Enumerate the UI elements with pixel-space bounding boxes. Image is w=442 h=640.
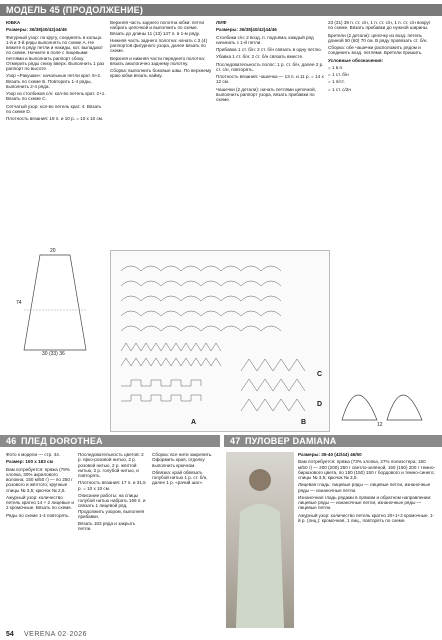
blanket-col-3 — [152, 452, 220, 628]
pullover-photo — [226, 452, 294, 628]
straps-para-3: Сборка: обе чашечки расположить рядом и соединить возд. петлями. Бретели пришить. — [328, 45, 423, 56]
skirt-shape-svg — [20, 250, 90, 360]
straps-assembly-instructions — [328, 20, 436, 350]
bodice-para-3: Убавка 1 ст. б/н: 2 ст. б/н связать вместе. — [216, 54, 304, 60]
section-47-title: ПУЛОВЕР DAMIANA — [244, 436, 337, 446]
bodice-shape-svg — [332, 360, 432, 430]
blanket-colors: Последовательность цветов: 2 р. ярко-розовой нитью, 2 р. розовой нитью, 2 р. жёлтой нитью, 2 р. голубой нитью, и повторять. — [78, 452, 144, 478]
section-title: МОДЕЛЬ 45 (ПРОДОЛЖЕНИЕ) — [6, 5, 144, 15]
section-47-number: 47 — [230, 436, 241, 446]
crochet-diagram-area — [110, 250, 330, 432]
panel-para-1: Верхняя часть заднего полотна юбки: петли набрать цепочкой и выполнить по схеме. Вязать до длины 11 (13) 147 п. в 1-м ряду. — [110, 20, 205, 36]
blanket-finish: Вязать 183 ряда и закрыть петли. — [78, 521, 136, 532]
legend-item: = 1 в.п. — [328, 64, 344, 70]
model-silhouette — [226, 452, 294, 628]
skirt-para-5: Плотность вязания: 18 п. и 10 р. = 10 х 10 см. — [6, 116, 104, 121]
skirt-width-dim: 30 (33) 36 — [42, 351, 65, 357]
diagram-label-c: C — [317, 371, 323, 378]
skirt-para-2: Узор «Ракушки»: начальные петли крат. 5+2. Вязать по схеме Б. Повторить 1-4 ряды, выполнить 2-4 ряда. — [6, 73, 102, 89]
pullover-sizes: Размеры: 36-40 (42/44) 46/50 — [298, 452, 362, 457]
blanket-col-1 — [6, 452, 74, 628]
section-46-title: ПЛЕД DOROTHEA — [20, 436, 103, 446]
pullover-lace: Ажурный узор: количество петель кратно 20+1+2 кромочные. 1-й р. (лиц.): кромочная, 1 лиц., повторять по схеме. — [298, 512, 435, 523]
crochet-symbols-svg — [111, 251, 329, 431]
skirt-para-1: Фигурный узор: по кругу, соединять в кольцо. 1-й и 3-й ряды выполнять по схеме А. Не вяжите в ряду петли и накиды, кот. выпадают по схеме. Начните в поле с лицевыми петлями и выполнить раппорт сбоку. Отмерить ряды снизу вверх. Выполнить 1 раз раппорт по высоте. — [6, 34, 105, 71]
bodice-para-2: Прибавка 1 ст. б/н: 2 ст. б/н связать в одну петлю. — [216, 47, 322, 52]
bodice-para-4: Последовательность полос: 1 р. ст. б/н, далее 2 р. ст. с/н, повторять. — [216, 61, 324, 72]
diagram-label-a: A — [191, 419, 197, 426]
magazine-name: VERENA 02·2026 — [24, 631, 88, 638]
skirt-schematic — [16, 248, 90, 360]
blanket-col-2 — [78, 452, 148, 628]
section-header-47 — [224, 435, 442, 447]
pullover-reverse: Изнаночная гладь рядами в прямом и обратном направлении: лицевые ряды — изнаночные петли, изнаночные ряды — лицевые петли. — [298, 494, 432, 511]
pullover-materials: Вам потребуется: пряжа (73% хлопка, 27% полиэстера; 150 м/50 г) — 200 (200) 250 г светло-зелёной, 150 (150) 200 г темно-бирюзового цвета, по 150 (150) 150 г бордового и темно-синего; спицы № 3,5; крючок № 3,5. — [298, 459, 436, 480]
blanket-materials: Вам потребуется: пряжа (78% хлопка, 30% акрилового волокна; 150 м/50 г) — по 250 г розового и жёлтого; крупные спицы № 3,5; крючок № 2,5. — [6, 466, 73, 493]
skirt-para-3: Узор из столбиков с/н: кол-во петель крат. 2+1. Вязать по схеме С. — [6, 91, 106, 102]
diagram-label-b: B — [301, 419, 307, 426]
straps-para-1: 23 (31) 39 п. ст. с/н, 1 п. ст. с/н, 1 п. ст. с/н вокруг по схеме. Вязать прибавки до нужной ширины. — [328, 20, 431, 31]
bodice-para-1: Столбики с/н: 2 возд. п. подъёма, каждый ряд начинать с 1-й петли. — [216, 34, 314, 45]
blanket-photo-ref: Фото к модели — стр. 44. — [6, 452, 61, 457]
straps-para-2: Бретели (2 детали): цепочку из возд. петель длиной 50 (60) 70 см. В ряду провязать ст. б/н. — [328, 32, 428, 43]
bodice-heading: ЛИФ — [216, 20, 227, 25]
blanket-method: Описание работы: на спицы голубой нитью набрать 169 п. и связать 1 лицевой ряд. Продолжить узором, выполняя прибавки. — [78, 492, 146, 519]
panel-para-2: Нижняя часть заднего полотна: начать с 3 (4) раппортов фигурного узора, далее вязать по схеме. — [110, 37, 208, 54]
blanket-size: Размер: 100 х 183 см — [6, 459, 54, 465]
pullover-instructions — [298, 452, 436, 628]
panel-para-4: Сборка: выполнить боковые швы. По верхнему краю юбки вязать кайму. — [110, 68, 212, 79]
page-number: 54 — [6, 631, 14, 638]
section-46-number: 46 — [6, 436, 17, 446]
legend-item: = 1 ст. б/н — [328, 72, 349, 77]
section-header-46 — [0, 435, 220, 447]
skirt-height-dim: 74 — [16, 300, 22, 306]
bodice-schematic — [332, 360, 432, 430]
blanket-edging: Обвязка: край обвязать голубой нитью 1 р. ст. б/н, далее 1 р. «рачий шаг». — [152, 469, 208, 486]
bodice-para-6: Чашечки (2 детали): начать петлями цепочкой, выполнить раппорт узора, вязать прибавки по схеме. — [216, 86, 316, 102]
skirt-top-dim: 20 — [50, 248, 56, 254]
skirt-panels-instructions — [110, 20, 212, 245]
bodice-para-5: Плотность вязания: чашечка — 13 п. и 11 р. = 14 х 12 см. — [216, 74, 324, 85]
skirt-sizes: Размеры: 36/38(40/42)44/46 — [6, 27, 67, 33]
bodice-instructions — [216, 20, 324, 245]
bodice-sizes: Размеры: 36/38(40/42)44/46 — [216, 27, 277, 33]
blanket-repeat: Ряды по схеме 1-4 повторять. — [6, 512, 70, 518]
legend-item: = 1 п/ст. — [328, 79, 345, 85]
blanket-pattern: Ажурный узор: количество петель кратно 14 + 2 лицевые и 2 кромочные. Вязать по схеме. — [6, 494, 74, 511]
blanket-assembly: Сборка: все нити закрепить. Оформить края, отделку выполнить крючком. — [152, 452, 213, 468]
skirt-heading: ЮБКА — [6, 20, 21, 25]
section-header-45 — [0, 4, 442, 16]
skirt-instructions — [6, 20, 106, 240]
diagram-label-d: D — [317, 401, 323, 408]
pullover-stockinette: Лицевая гладь: лицевые ряды — лицевые петли, изнаночные ряды — изнаночные петли. — [298, 482, 431, 493]
legend-item: = 1 ст. с/2н — [328, 86, 351, 92]
skirt-para-4: Сетчатый узор: кол-во петель крат. 4. Вязать по схеме D. — [6, 103, 102, 114]
panel-para-3: Верхняя и нижняя части переднего полотна: вязать аналогично заднему полотну. — [110, 55, 206, 66]
bodice-dim: 12 — [377, 422, 383, 428]
blanket-gauge: Плотность вязания: 17 п. и 31,5 р. = 10 х 10 см. — [78, 480, 146, 491]
legend-title: Условные обозначения: — [328, 57, 384, 63]
page-footer — [0, 630, 442, 640]
